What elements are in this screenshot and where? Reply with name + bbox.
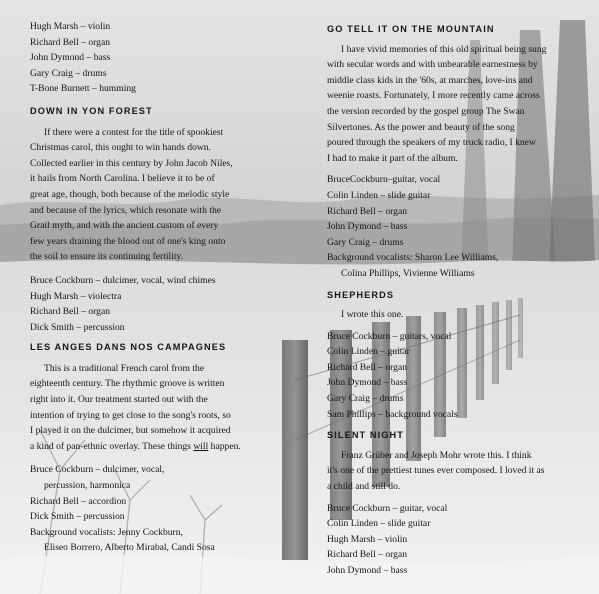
go-tell-it-text — [327, 42, 582, 167]
credit-line: Hugh Marsh – violin — [327, 533, 408, 545]
paragraph-line: Christmas carol, this ought to win hands down. — [30, 142, 211, 154]
paragraph-line: This is a traditional French carol from the — [44, 362, 205, 374]
credit-line: T-Bone Burnett – humming — [30, 83, 136, 95]
down-in-yon-forest-credits — [30, 273, 320, 335]
credit-line: Dick Smith – percussion — [30, 511, 125, 523]
paragraph-line: and because of the lyrics, which resonate with the — [30, 204, 222, 216]
credit-line: John Dymond – bass — [30, 52, 111, 64]
credit-line: Hugh Marsh – violin — [30, 21, 111, 32]
credit-line: percussion, harmonica — [44, 480, 131, 492]
credit-line: Bruce Cockburn – guitars, vocal — [327, 330, 452, 342]
paragraph-line: a child and still do. — [327, 481, 401, 493]
credit-line: BruceCockburn–guitar, vocal — [327, 174, 441, 186]
credit-line: Eliseo Borrero, Alberto Mirabal, Candi Sosa — [44, 542, 215, 554]
credit-line: John Dymond – bass — [327, 377, 408, 389]
les-anges-credits — [30, 462, 320, 556]
paragraph-line: it hails from North Carolina. I believe it to be of — [30, 173, 215, 185]
paragraph-text: a kind of pan-ethnic overlay. These things — [30, 440, 194, 452]
right-column — [327, 0, 582, 579]
shepherds-credits — [327, 329, 582, 423]
paragraph-line: middle class kids in the '60s, at marches, love-ins and — [327, 74, 533, 86]
paragraph-line: I have vivid memories of this old spiritual being sung — [341, 43, 547, 55]
silent-night-credits — [327, 501, 582, 579]
silent-night-text — [327, 448, 582, 495]
credit-line: John Dymond – bass — [327, 221, 408, 233]
credit-line: John Dymond – bass — [327, 565, 408, 576]
credit-line: Richard Bell – organ — [327, 549, 408, 561]
credit-line: Background vocalists: Sharon Lee Williams, — [327, 252, 499, 264]
credit-line: Bruce Cockburn – dulcimer, vocal, wind chimes — [30, 274, 216, 286]
go-tell-it-credits — [327, 172, 582, 281]
paragraph-line: weenie roasts. Fortunately, I more recently came across — [327, 90, 540, 102]
credit-line: Colin Linden – slide guitar — [327, 518, 431, 530]
paragraph-line: Silvertones. As the power and beauty of the song — [327, 121, 515, 133]
credit-line: Bruce Cockburn – dulcimer, vocal, — [30, 464, 165, 476]
paragraph-line: the version recorded by the gospel group The Swan — [327, 105, 525, 117]
credit-line: Sam Phillips – background vocals — [327, 408, 458, 420]
paragraph-line: intention of trying to get close to the song's roots, so — [30, 409, 231, 421]
credit-line: Hugh Marsh – violectra — [30, 290, 122, 302]
credit-line: Background vocalists: Jenny Cockburn, — [30, 526, 183, 538]
paragraph-line — [30, 439, 320, 455]
les-anges-text — [30, 361, 320, 455]
section-title-les-anges: LES ANGES DANS NOS CAMPAGNES — [30, 342, 227, 353]
section-title-shepherds: SHEPHERDS — [327, 289, 395, 300]
paragraph-line: poured through the speakers of my truck radio, I knew — [327, 137, 536, 149]
paragraph-line: Collected earlier in this century by John Jacob Niles, — [30, 157, 233, 169]
paragraph-line: If there were a contest for the title of spookiest — [44, 126, 224, 138]
paragraph-line: I wrote this one. — [341, 309, 404, 321]
credit-line: Dick Smith – percussion — [30, 321, 125, 333]
paragraph-line: right into it. Our treatment started out with the — [30, 394, 208, 406]
credits-top — [30, 19, 320, 97]
section-title-go-tell-it: GO TELL IT ON THE MOUNTAIN — [327, 24, 495, 34]
credit-line: Gary Craig – drums — [327, 236, 404, 248]
paragraph-line: the soil to ensure its continuing fertility. — [30, 251, 184, 263]
underlined-word: will — [193, 440, 209, 452]
credit-line: Bruce Cockburn – guitar, vocal — [327, 502, 448, 514]
section-title-silent-night: SILENT NIGHT — [327, 430, 405, 441]
credit-line: Colin Linden – slide guitar — [327, 189, 431, 201]
credit-line: Richard Bell – organ — [327, 361, 408, 373]
paragraph-line: Grail myth, and with the ancient custom of every — [30, 220, 219, 232]
credit-line: Richard Bell – accordion — [30, 495, 127, 507]
left-column — [30, 0, 320, 556]
credit-line: Richard Bell – organ — [30, 36, 111, 48]
credit-line: Richard Bell – organ — [30, 306, 111, 318]
paragraph-line: it's one of the prettiest tunes ever composed. I loved it as — [327, 465, 545, 477]
paragraph-text: happen. — [208, 440, 241, 452]
credit-line: Richard Bell – organ — [327, 205, 408, 217]
down-in-yon-forest-text — [30, 125, 320, 265]
credit-line: Gary Craig – drums — [327, 393, 404, 405]
paragraph-line: eighteenth century. The rhythmic groove is written — [30, 378, 225, 390]
paragraph-line: great age, though, both because of the melodic style — [30, 188, 230, 200]
credit-line: Colina Phillips, Vivienne Williams — [341, 267, 475, 279]
credit-line: Colin Linden – guitar — [327, 346, 410, 358]
section-title-down-in-yon-forest: DOWN IN YON FOREST — [30, 105, 153, 116]
paragraph-line: few years draining the blood out of one's king onto — [30, 235, 226, 247]
paragraph-line: I had to make it part of the album. — [327, 152, 458, 164]
paragraph-line: Franz Grüber and Joseph Mohr wrote this. I think — [341, 449, 532, 461]
credit-line: Gary Craig – drums — [30, 67, 107, 79]
paragraph-line: with secular words and with unbearable earnestness by — [327, 59, 538, 71]
paragraph-line: I played it on the dulcimer, but somehow it acquired — [30, 425, 231, 437]
